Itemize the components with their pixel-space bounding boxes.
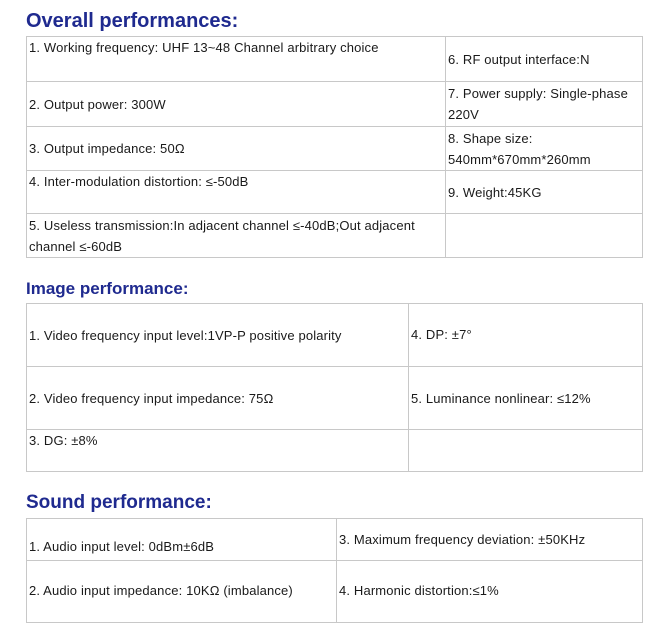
table-row — [27, 37, 643, 82]
spec-cell: 4. Inter-modulation distortion: ≤-50dB — [27, 171, 446, 214]
spec-cell: 5. Luminance nonlinear: ≤12% — [409, 367, 643, 430]
spec-cell: 5. Useless transmission:In adjacent channel ≤-40dB;Out adjacent channel ≤-60dB — [27, 214, 446, 258]
sound-performance-table — [26, 518, 643, 623]
table-row — [27, 82, 643, 127]
table-row — [27, 430, 643, 472]
sound-performance-title: Sound performance: — [26, 492, 212, 513]
spec-cell: 3. DG: ±8% — [27, 430, 409, 472]
spec-cell: 2. Audio input impedance: 10KΩ (imbalance) — [27, 561, 337, 623]
overall-performances-title: Overall performances: — [26, 10, 239, 32]
spec-cell: 4. Harmonic distortion:≤1% — [337, 561, 643, 623]
table-row — [27, 171, 643, 214]
table-row — [27, 519, 643, 561]
spec-cell: 3. Maximum frequency deviation: ±50KHz — [337, 519, 643, 561]
spec-cell: 9. Weight:45KG — [446, 171, 643, 214]
spec-cell — [446, 214, 643, 258]
table-row — [27, 367, 643, 430]
table-row — [27, 214, 643, 258]
spec-cell: 1. Audio input level: 0dBm±6dB — [27, 519, 337, 561]
image-performance-title: Image performance: — [26, 279, 189, 298]
spec-cell: 8. Shape size: 540mm*670mm*260mm — [446, 127, 643, 171]
spec-cell: 7. Power supply: Single-phase 220V — [446, 82, 643, 127]
spec-cell — [409, 430, 643, 472]
table-row — [27, 127, 643, 171]
table-row — [27, 561, 643, 623]
spec-cell: 4. DP: ±7° — [409, 304, 643, 367]
spec-cell: 6. RF output interface:N — [446, 37, 643, 82]
spec-cell: 2. Output power: 300W — [27, 82, 446, 127]
overall-performances-table — [26, 36, 643, 258]
spec-cell: 1. Video frequency input level:1VP-P positive polarity — [27, 304, 409, 367]
image-performance-table — [26, 303, 643, 472]
spec-cell: 1. Working frequency: UHF 13~48 Channel arbitrary choice — [27, 37, 446, 82]
table-row — [27, 304, 643, 367]
spec-cell: 3. Output impedance: 50Ω — [27, 127, 446, 171]
spec-cell: 2. Video frequency input impedance: 75Ω — [27, 367, 409, 430]
